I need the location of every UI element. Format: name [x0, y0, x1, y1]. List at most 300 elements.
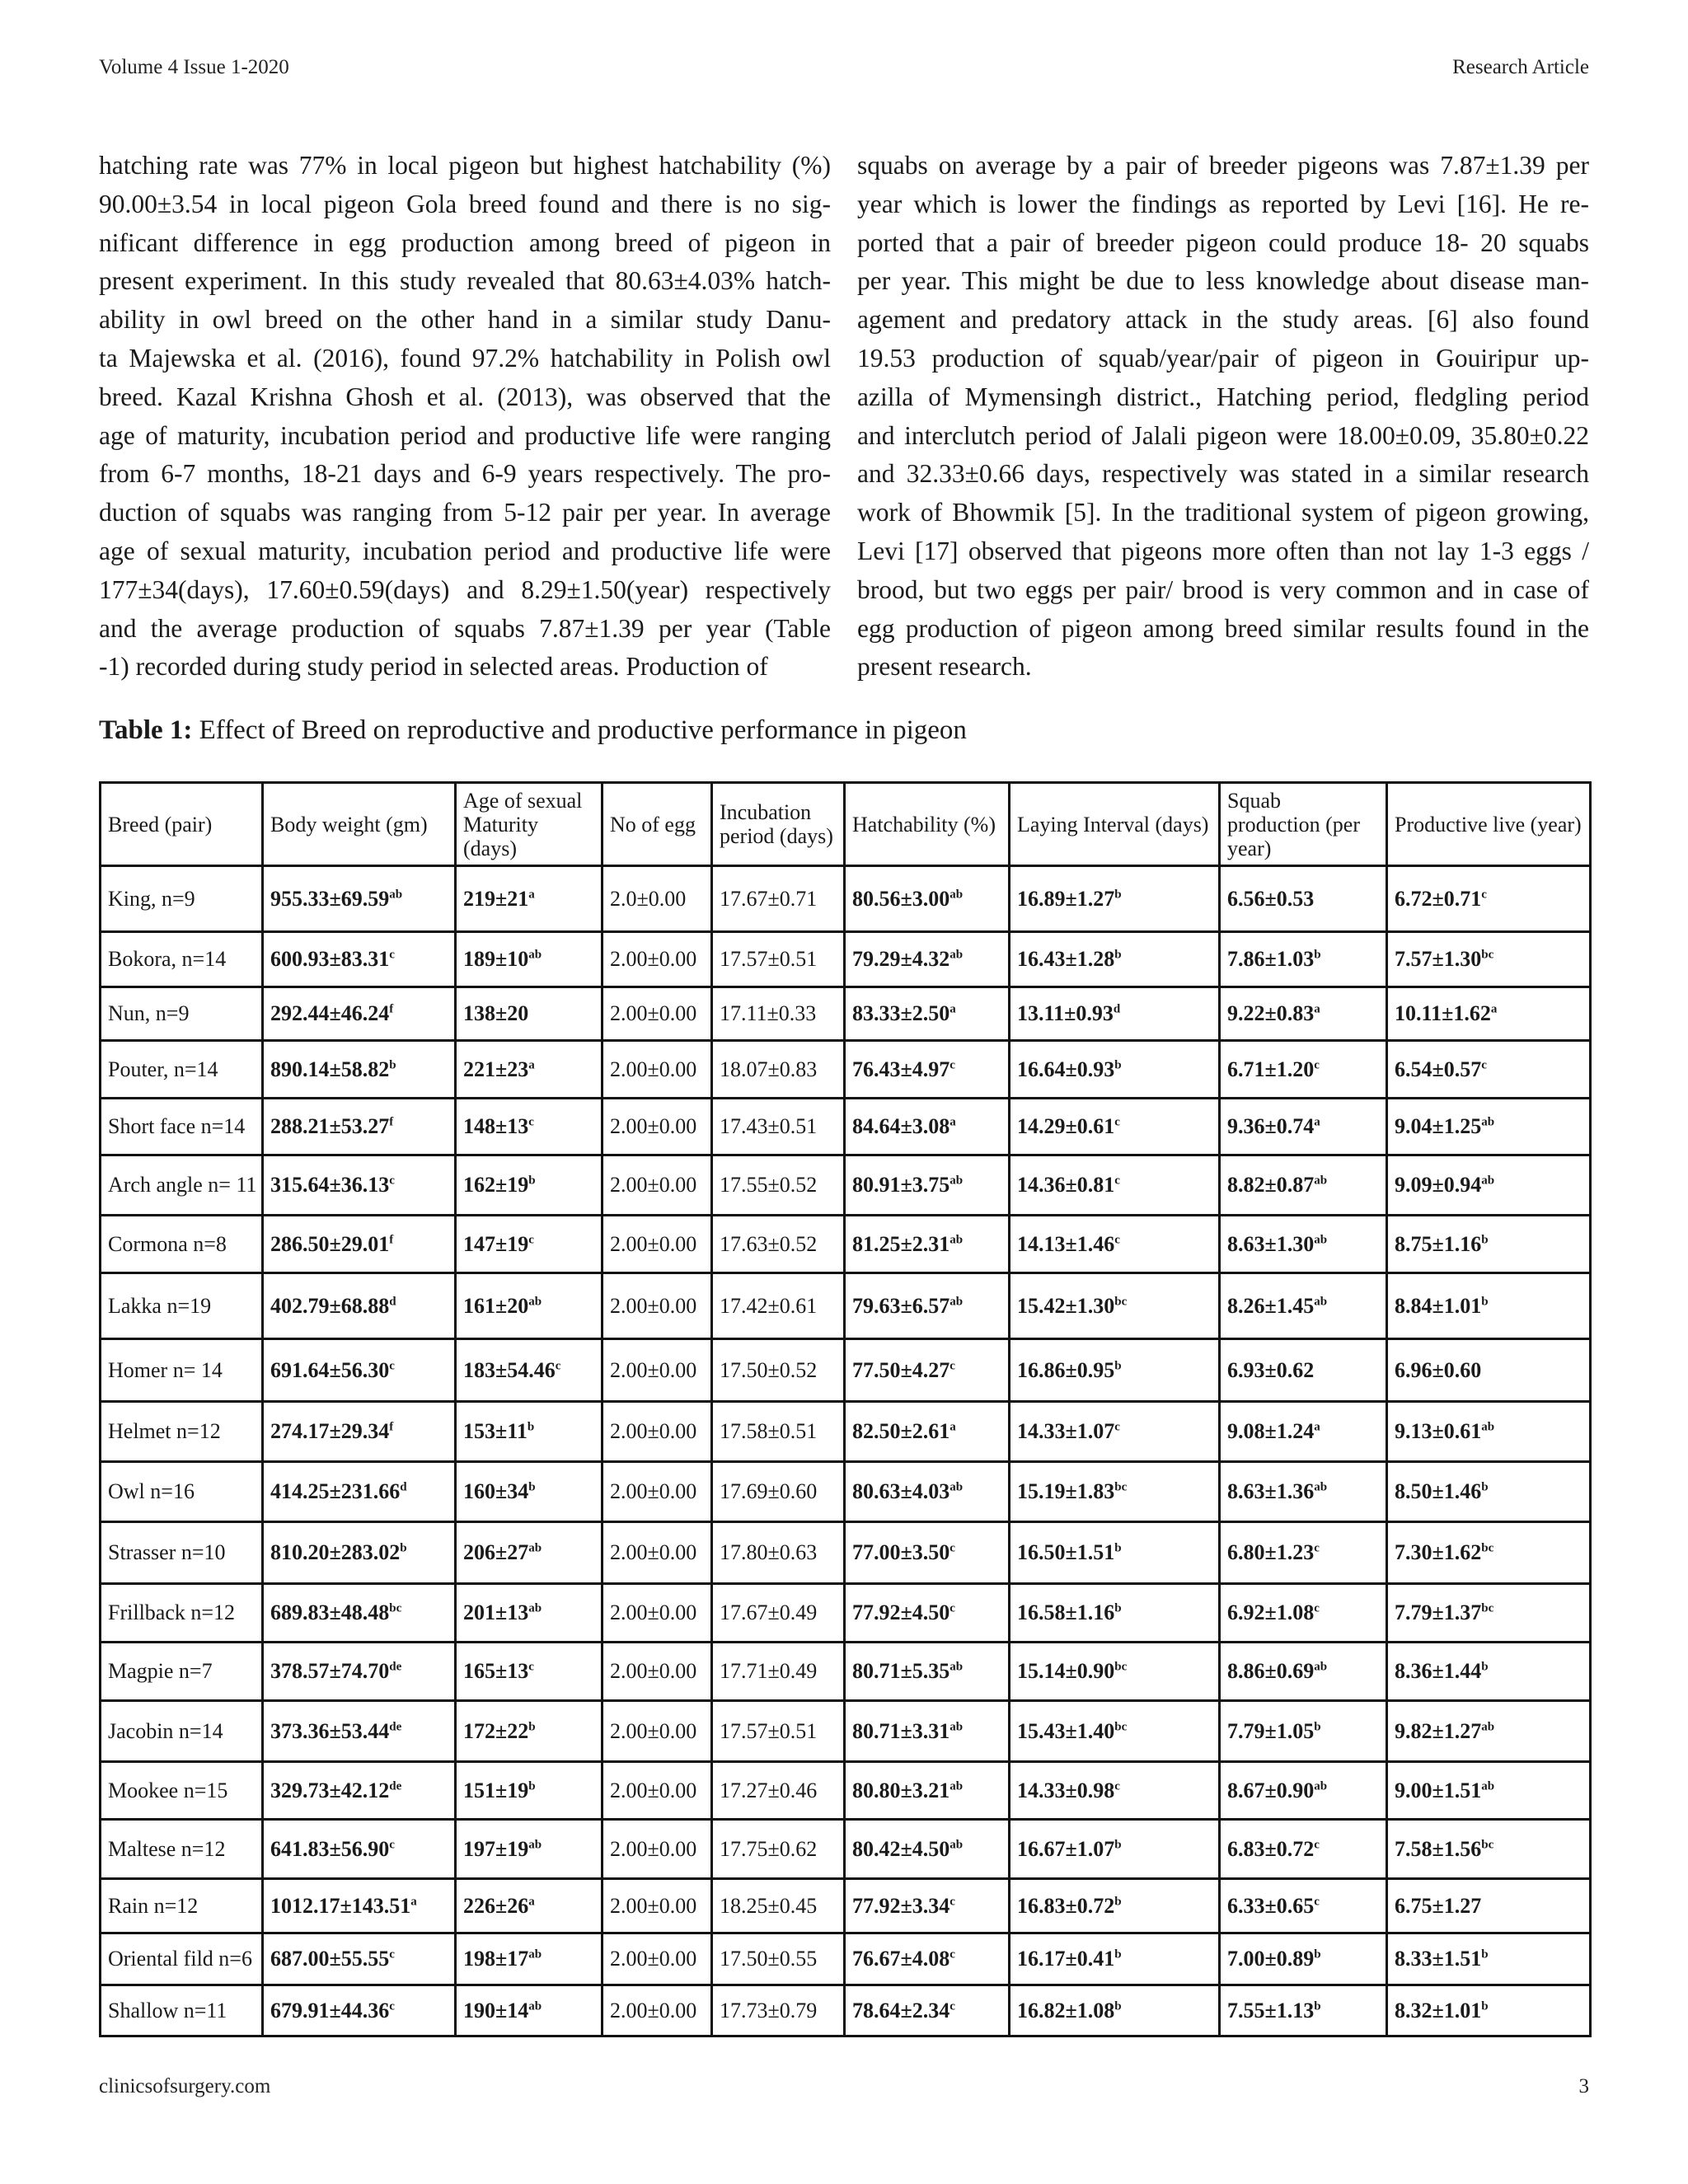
cell-value: 641.83±56.90 [270, 1836, 390, 1861]
cell-value: 80.71±3.31 [852, 1718, 950, 1743]
breed-cell [101, 1820, 263, 1879]
value-cell [1220, 1273, 1387, 1339]
column-header: Hatchability (%) [845, 783, 1010, 866]
value-cell [1387, 1985, 1591, 2036]
value-cell [603, 1584, 712, 1643]
breed-cell [101, 1041, 263, 1099]
cell-value: Short face n=14 [108, 1114, 246, 1138]
cell-value: Owl n=16 [108, 1479, 195, 1503]
value-cell [1220, 1462, 1387, 1522]
value-cell [603, 1522, 712, 1584]
significance-superscript: ab [528, 1947, 542, 1961]
cell-value: 161±20 [463, 1293, 529, 1318]
significance-superscript: a [528, 1057, 535, 1071]
significance-superscript: a [950, 1002, 956, 1016]
value-cell [1387, 1402, 1591, 1462]
cell-value: 7.57±1.30 [1395, 947, 1482, 971]
cell-value: 890.14±58.82 [270, 1057, 390, 1081]
value-cell [712, 1402, 845, 1462]
value-cell [845, 1273, 1010, 1339]
cell-value: 7.79±1.37 [1395, 1601, 1482, 1624]
value-cell [712, 866, 845, 932]
value-cell [263, 987, 456, 1041]
value-cell [263, 1273, 456, 1339]
significance-superscript: b [528, 1480, 536, 1494]
value-cell [1010, 1099, 1220, 1155]
paragraph-line: duction of squabs was ranging from 5-12 pair per year. In average [99, 498, 831, 527]
cell-value: 274.17±29.34 [270, 1419, 390, 1443]
paragraph-line: age of maturity, incubation period and productive life were ranging [99, 420, 831, 450]
value-cell [456, 987, 603, 1041]
value-cell [263, 1402, 456, 1462]
cell-value: 7.58±1.56 [1395, 1836, 1482, 1861]
significance-superscript: ab [1481, 1115, 1495, 1129]
value-cell [1010, 987, 1220, 1041]
table-row [101, 1273, 1591, 1339]
significance-superscript: b [1114, 948, 1122, 962]
significance-superscript: c [389, 1174, 395, 1188]
value-cell [456, 1762, 603, 1820]
value-cell [845, 1762, 1010, 1820]
value-cell [1387, 1041, 1591, 1099]
value-cell [1010, 1643, 1220, 1701]
cell-value: 15.19±1.83 [1017, 1479, 1115, 1503]
table-row [101, 866, 1591, 932]
cell-value: 78.64±2.34 [852, 1998, 950, 2022]
table-row [101, 1099, 1591, 1155]
breed-cell [101, 1879, 263, 1933]
cell-value: Strasser n=10 [108, 1540, 226, 1564]
cell-value: 9.00±1.51 [1395, 1778, 1482, 1802]
significance-superscript: ab [950, 1174, 964, 1188]
value-cell [1387, 987, 1591, 1041]
value-cell [456, 1462, 603, 1522]
significance-superscript: ab [528, 1837, 542, 1851]
cell-value: 6.80±1.23 [1227, 1540, 1315, 1564]
cell-value: 17.80±0.63 [720, 1540, 818, 1564]
value-cell [456, 932, 603, 987]
cell-value: 183±54.46 [463, 1357, 556, 1382]
value-cell [1387, 1643, 1591, 1701]
cell-value: 148±13 [463, 1114, 529, 1138]
significance-superscript: ab [1314, 1174, 1328, 1188]
cell-value: 2.00±0.00 [610, 1419, 697, 1443]
value-cell [1010, 1273, 1220, 1339]
significance-superscript: ab [1314, 1480, 1328, 1494]
value-cell [712, 987, 845, 1041]
cell-value: 6.83±0.72 [1227, 1836, 1315, 1861]
paragraph-line: age of sexual maturity, incubation period and productive life were [99, 536, 831, 565]
significance-superscript: a [1314, 1420, 1320, 1434]
cell-value: 9.08±1.24 [1227, 1419, 1315, 1443]
paragraph-line: ta Majewska et al. (2016), found 97.2% hatchability in Polish owl [99, 343, 831, 373]
value-cell [456, 1820, 603, 1879]
value-cell [845, 1155, 1010, 1216]
significance-superscript: ab [528, 1541, 542, 1555]
significance-superscript: bc [1481, 1541, 1494, 1555]
value-cell [603, 1879, 712, 1933]
significance-superscript: ab [528, 948, 542, 962]
table-row [101, 1522, 1591, 1584]
cell-value: 190±14 [463, 1998, 529, 2022]
table-row [101, 1155, 1591, 1216]
cell-value: 8.26±1.45 [1227, 1293, 1315, 1318]
value-cell [263, 932, 456, 987]
significance-superscript: c [555, 1358, 561, 1372]
value-cell [1387, 932, 1591, 987]
cell-value: 8.32±1.01 [1395, 1998, 1482, 2022]
value-cell [1220, 1402, 1387, 1462]
value-cell [263, 1879, 456, 1933]
cell-value: 600.93±83.31 [270, 947, 390, 971]
significance-superscript: c [950, 1947, 955, 1961]
cell-value: 18.25±0.45 [720, 1893, 818, 1918]
cell-value: Mookee n=15 [108, 1778, 228, 1802]
significance-superscript: c [1481, 887, 1487, 901]
value-cell [603, 1402, 712, 1462]
cell-value: 81.25±2.31 [852, 1231, 950, 1256]
significance-superscript: bc [1481, 948, 1494, 962]
breed-cell [101, 1273, 263, 1339]
table-row [101, 987, 1591, 1041]
significance-superscript: bc [1481, 1837, 1494, 1851]
cell-value: Nun, n=9 [108, 1001, 190, 1025]
significance-superscript: ab [950, 1779, 964, 1793]
paragraph-line: 19.53 production of squab/year/pair of pigeon in Gouiripur up- [857, 343, 1589, 373]
value-cell [1010, 1584, 1220, 1643]
cell-value: 402.79±68.88 [270, 1293, 390, 1318]
site-url: clinicsofsurgery.com [99, 2075, 271, 2097]
cell-value: 2.00±0.00 [610, 1357, 697, 1382]
significance-superscript: a [950, 1420, 956, 1434]
significance-superscript: ab [1481, 1719, 1495, 1733]
value-cell [845, 1879, 1010, 1933]
value-cell [845, 1643, 1010, 1701]
cell-value: 77.92±4.50 [852, 1601, 950, 1624]
breed-cell [101, 1933, 263, 1985]
value-cell [603, 866, 712, 932]
cell-value: 2.00±0.00 [610, 1057, 697, 1081]
value-cell [456, 1216, 603, 1273]
value-cell [845, 1701, 1010, 1762]
value-cell [1010, 1041, 1220, 1099]
cell-value: 17.27±0.46 [720, 1778, 818, 1802]
value-cell [1010, 932, 1220, 987]
cell-value: 2.00±0.00 [610, 1479, 697, 1503]
value-cell [1220, 1584, 1387, 1643]
significance-superscript: a [1314, 1002, 1320, 1016]
cell-value: Frillback n=12 [108, 1601, 236, 1624]
value-cell [1010, 1701, 1220, 1762]
table-header-row [101, 783, 1591, 866]
cell-value: 17.67±0.71 [720, 886, 818, 911]
value-cell [845, 1933, 1010, 1985]
significance-superscript: ab [1314, 1232, 1328, 1246]
cell-value: 17.69±0.60 [720, 1479, 818, 1503]
value-cell [603, 1041, 712, 1099]
cell-value: Maltese n=12 [108, 1836, 226, 1861]
value-cell [845, 1522, 1010, 1584]
value-cell [263, 1820, 456, 1879]
value-cell [263, 866, 456, 932]
cell-value: 9.09±0.94 [1395, 1173, 1482, 1197]
significance-superscript: b [1114, 1358, 1122, 1372]
value-cell [1387, 1879, 1591, 1933]
cell-value: 955.33±69.59 [270, 886, 390, 911]
significance-superscript: b [1114, 1057, 1122, 1071]
cell-value: 17.57±0.51 [720, 947, 818, 971]
value-cell [1220, 866, 1387, 932]
cell-value: 80.63±4.03 [852, 1479, 950, 1503]
paragraph-line: brood, but two eggs per pair/ brood is very common and in case of [857, 574, 1589, 604]
value-cell [456, 1155, 603, 1216]
significance-superscript: c [1114, 1420, 1120, 1434]
cell-value: Shallow n=11 [108, 1998, 227, 2022]
cell-value: 83.33±2.50 [852, 1001, 950, 1025]
value-cell [712, 1041, 845, 1099]
significance-superscript: ab [950, 948, 964, 962]
value-cell [712, 1155, 845, 1216]
cell-value: 1012.17±143.51 [270, 1893, 411, 1918]
cell-value: 13.11±0.93 [1017, 1001, 1114, 1025]
value-cell [456, 1402, 603, 1462]
cell-value: 18.07±0.83 [720, 1057, 818, 1081]
cell-value: 15.14±0.90 [1017, 1659, 1115, 1683]
cell-value: 80.91±3.75 [852, 1173, 950, 1197]
value-cell [1220, 1933, 1387, 1985]
significance-superscript: c [950, 1999, 955, 2013]
cell-value: 2.00±0.00 [610, 1718, 697, 1743]
cell-value: 8.67±0.90 [1227, 1778, 1315, 1802]
cell-value: 15.42±1.30 [1017, 1293, 1115, 1318]
value-cell [603, 1933, 712, 1985]
significance-superscript: b [1314, 1999, 1321, 2013]
value-cell [712, 1762, 845, 1820]
value-cell [263, 1584, 456, 1643]
value-cell [1387, 1820, 1591, 1879]
value-cell [845, 1041, 1010, 1099]
significance-superscript: ab [950, 1294, 964, 1308]
cell-value: 147±19 [463, 1231, 529, 1256]
significance-superscript: bc [1481, 1601, 1494, 1615]
significance-superscript: c [528, 1660, 534, 1674]
cell-value: 80.71±5.35 [852, 1659, 950, 1683]
breed-cell [101, 987, 263, 1041]
cell-value: 7.55±1.13 [1227, 1998, 1315, 2022]
value-cell [845, 1099, 1010, 1155]
value-cell [1010, 1879, 1220, 1933]
significance-superscript: c [950, 1541, 955, 1555]
significance-superscript: ab [1481, 1174, 1495, 1188]
significance-superscript: b [528, 1779, 536, 1793]
cell-value: Homer n= 14 [108, 1357, 223, 1382]
cell-value: 77.92±3.34 [852, 1893, 950, 1918]
value-cell [263, 1701, 456, 1762]
table-row [101, 1879, 1591, 1933]
significance-superscript: c [1114, 1115, 1120, 1129]
significance-superscript: ab [950, 1480, 964, 1494]
cell-value: 6.93±0.62 [1227, 1357, 1315, 1382]
cell-value: 6.56±0.53 [1227, 886, 1315, 911]
significance-superscript: c [389, 1999, 395, 2013]
paragraph-line: 177±34(days), 17.60±0.59(days) and 8.29±1.50(year) respectively [99, 574, 831, 604]
value-cell [712, 1522, 845, 1584]
significance-superscript: de [389, 1779, 402, 1793]
cell-value: Oriental fild n=6 [108, 1947, 252, 1971]
cell-value: 8.84±1.01 [1395, 1293, 1482, 1318]
breed-cell [101, 1762, 263, 1820]
paragraph-line: per year. This might be due to less knowledge about disease man- [857, 266, 1589, 296]
cell-value: 414.25±231.66 [270, 1479, 401, 1503]
value-cell [712, 1701, 845, 1762]
value-cell [456, 1985, 603, 2036]
cell-value: 16.17±0.41 [1017, 1947, 1115, 1971]
cell-value: 2.00±0.00 [610, 1947, 697, 1971]
value-cell [1220, 1879, 1387, 1933]
cell-value: 691.64±56.30 [270, 1357, 390, 1382]
paragraph-line: and the average production of squabs 7.87±1.39 per year (Table [99, 613, 831, 643]
value-cell [1010, 1155, 1220, 1216]
value-cell [712, 1273, 845, 1339]
value-cell [1387, 1933, 1591, 1985]
cell-value: 2.00±0.00 [610, 1114, 697, 1138]
cell-value: 77.50±4.27 [852, 1357, 950, 1382]
table-row [101, 1041, 1591, 1099]
cell-value: 198±17 [463, 1947, 529, 1971]
cell-value: 153±11 [463, 1419, 528, 1443]
value-cell [1387, 1273, 1591, 1339]
column-header: Age of sexual Maturity (days) [456, 783, 603, 866]
value-cell [456, 1701, 603, 1762]
cell-value: 16.64±0.93 [1017, 1057, 1115, 1081]
significance-superscript: b [389, 1057, 396, 1071]
cell-value: 6.71±1.20 [1227, 1057, 1315, 1081]
cell-value: 292.44±46.24 [270, 1001, 390, 1025]
breed-performance-table [99, 781, 1592, 2037]
significance-superscript: bc [1114, 1660, 1128, 1674]
significance-superscript: b [1481, 1232, 1489, 1246]
significance-superscript: b [527, 1420, 535, 1434]
table-caption-text: Effect of Breed on reproductive and productive performance in pigeon [192, 715, 967, 745]
value-cell [1010, 1985, 1220, 2036]
cell-value: 7.00±0.89 [1227, 1947, 1315, 1971]
breed-cell [101, 1099, 263, 1155]
value-cell [1220, 1155, 1387, 1216]
significance-superscript: a [1490, 1002, 1498, 1016]
cell-value: 15.43±1.40 [1017, 1718, 1115, 1743]
value-cell [845, 1402, 1010, 1462]
value-cell [1220, 1522, 1387, 1584]
value-cell [456, 1584, 603, 1643]
cell-value: 2.00±0.00 [610, 1998, 697, 2022]
cell-value: 84.64±3.08 [852, 1114, 950, 1138]
table-row [101, 1402, 1591, 1462]
value-cell [603, 1985, 712, 2036]
value-cell [1220, 932, 1387, 987]
significance-superscript: c [950, 1358, 955, 1372]
value-cell [1010, 1402, 1220, 1462]
significance-superscript: b [1114, 1894, 1122, 1908]
cell-value: 373.36±53.44 [270, 1718, 390, 1743]
significance-superscript: ab [528, 1999, 542, 2013]
significance-superscript: ab [1314, 1779, 1328, 1793]
table-row [101, 1584, 1591, 1643]
paragraph-line: from 6-7 months, 18-21 days and 6-9 years respectively. The pro- [99, 459, 831, 489]
significance-superscript: c [1314, 1541, 1320, 1555]
paragraph-line: ability in owl breed on the other hand in a similar study Danu- [99, 305, 831, 335]
cell-value: 162±19 [463, 1173, 529, 1197]
page-number: 3 [1578, 2075, 1589, 2097]
value-cell [1387, 1701, 1591, 1762]
body-column-right [857, 147, 1589, 687]
cell-value: 17.63±0.52 [720, 1231, 818, 1256]
value-cell [1387, 1762, 1591, 1820]
cell-value: Bokora, n=14 [108, 947, 227, 971]
significance-superscript: bc [1114, 1480, 1128, 1494]
value-cell [456, 1339, 603, 1402]
column-header: Incubation period (days) [712, 783, 845, 866]
value-cell [603, 1273, 712, 1339]
breed-cell [101, 1522, 263, 1584]
cell-value: 201±13 [463, 1601, 529, 1624]
value-cell [263, 1985, 456, 2036]
value-cell [845, 1584, 1010, 1643]
cell-value: 2.00±0.00 [610, 1173, 697, 1197]
significance-superscript: f [389, 1232, 394, 1246]
value-cell [603, 1762, 712, 1820]
breed-cell [101, 1216, 263, 1273]
cell-value: 76.67±4.08 [852, 1947, 950, 1971]
table-caption [99, 715, 967, 746]
significance-superscript: c [1314, 1601, 1320, 1615]
cell-value: 151±19 [463, 1778, 529, 1802]
cell-value: 17.55±0.52 [720, 1173, 818, 1197]
cell-value: Pouter, n=14 [108, 1057, 218, 1081]
value-cell [263, 1933, 456, 1985]
significance-superscript: c [950, 1601, 955, 1615]
value-cell [456, 1041, 603, 1099]
table-caption-label: Table 1: [99, 715, 193, 745]
significance-superscript: a [410, 1894, 417, 1908]
cell-value: 17.57±0.51 [720, 1718, 818, 1743]
cell-value: 9.04±1.25 [1395, 1114, 1482, 1138]
significance-superscript: d [389, 1294, 396, 1308]
cell-value: 221±23 [463, 1057, 529, 1081]
value-cell [1010, 1762, 1220, 1820]
table-row [101, 1933, 1591, 1985]
breed-cell [101, 1985, 263, 2036]
cell-value: 810.20±283.02 [270, 1540, 401, 1564]
cell-value: 8.82±0.87 [1227, 1173, 1315, 1197]
paragraph-line: nificant difference in egg production among breed of pigeon in [99, 227, 831, 257]
cell-value: 679.91±44.36 [270, 1998, 390, 2022]
cell-value: 16.50±1.51 [1017, 1540, 1115, 1564]
value-cell [456, 1522, 603, 1584]
breed-cell [101, 1462, 263, 1522]
value-cell [263, 1099, 456, 1155]
significance-superscript: c [528, 1115, 534, 1129]
value-cell [263, 1643, 456, 1701]
cell-value: 6.54±0.57 [1395, 1057, 1482, 1081]
significance-superscript: b [1314, 948, 1321, 962]
cell-value: 687.00±55.55 [270, 1947, 390, 1971]
cell-value: 14.33±0.98 [1017, 1778, 1115, 1802]
cell-value: 16.89±1.27 [1017, 886, 1115, 911]
significance-superscript: ab [950, 1232, 964, 1246]
value-cell [845, 1339, 1010, 1402]
cell-value: 8.75±1.16 [1395, 1231, 1482, 1256]
value-cell [1220, 1339, 1387, 1402]
